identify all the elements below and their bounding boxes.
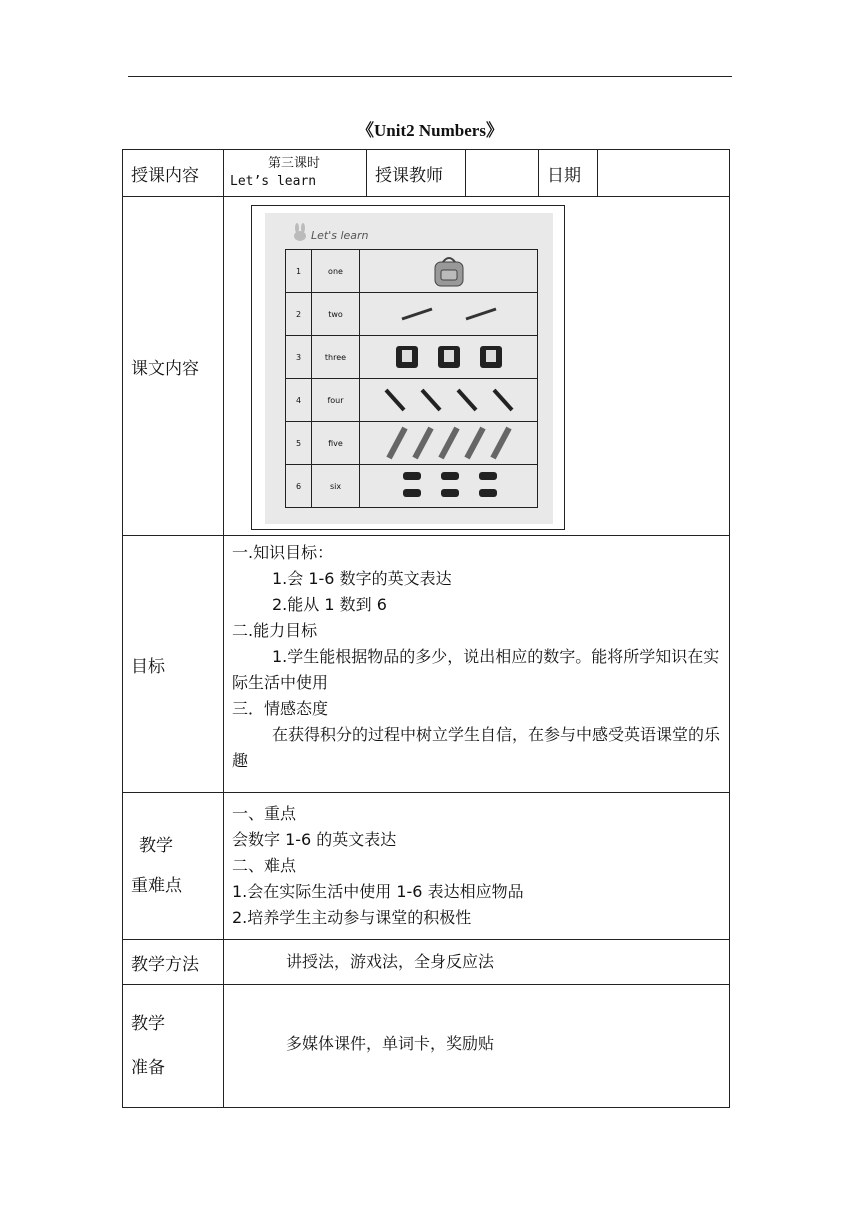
grid-row — [286, 379, 538, 422]
pen-icon — [419, 387, 443, 413]
grid-row — [286, 465, 538, 508]
eraser-icon — [389, 469, 509, 501]
notebook-icon — [436, 344, 462, 370]
row-word: six — [312, 465, 360, 508]
key-point-line: 会数字 1-6 的英文表达 — [232, 830, 397, 849]
prep-label — [123, 985, 224, 1108]
row-word: three — [312, 336, 360, 379]
goal-line: 1.学生能根据物品的多少，说出相应的数字。能将所学知识在实际生活中使用 — [232, 647, 720, 692]
pencil-icon — [400, 307, 434, 321]
row-number: 4 — [286, 379, 312, 422]
date-label: 日期 — [539, 150, 598, 197]
header-row — [123, 150, 730, 197]
lesson-line-1: 第三课时 — [268, 156, 321, 171]
ruler-icon — [411, 426, 435, 460]
row-number: 5 — [286, 422, 312, 465]
notebook-icon — [478, 344, 504, 370]
notebook-icon — [394, 344, 420, 370]
row-number: 3 — [286, 336, 312, 379]
grid-row — [286, 422, 538, 465]
goal-line: 二.能力目标 — [232, 621, 318, 640]
ruler-icon — [385, 426, 409, 460]
goal-line: 2.能从 1 数到 6 — [272, 595, 387, 614]
row-items — [360, 293, 538, 336]
lesson-cell — [224, 150, 367, 197]
methods-label: 教学方法 — [123, 940, 224, 985]
row-number: 1 — [286, 250, 312, 293]
prep-label-2: 准备 — [131, 1058, 165, 1078]
lets-learn-header: Let's learn — [311, 229, 369, 242]
teacher-value — [466, 150, 539, 197]
row-number: 2 — [286, 293, 312, 336]
pencil-icon — [464, 307, 498, 321]
key-points-label-2: 重难点 — [131, 876, 182, 896]
ruler-icon — [489, 426, 513, 460]
prep-label-1: 教学 — [131, 1014, 165, 1034]
text-content-cell — [224, 197, 730, 536]
row-items — [360, 379, 538, 422]
rabbit-icon — [290, 223, 310, 243]
grid-row — [286, 250, 538, 293]
grid-row — [286, 336, 538, 379]
lesson-plan-table — [122, 149, 730, 1108]
row-word: one — [312, 250, 360, 293]
goals-label: 目标 — [123, 536, 224, 793]
key-point-line: 二、难点 — [232, 856, 297, 875]
key-points-cell — [224, 793, 730, 940]
teacher-label: 授课教师 — [367, 150, 466, 197]
row-items — [360, 422, 538, 465]
goals-cell — [224, 536, 730, 793]
pen-icon — [383, 387, 407, 413]
row-word: four — [312, 379, 360, 422]
prep-value: 多媒体课件，单词卡，奖励贴 — [224, 985, 730, 1108]
ruler-icon — [463, 426, 487, 460]
text-content-label: 课文内容 — [123, 197, 224, 536]
textbook-image-frame — [251, 205, 565, 530]
pen-icon — [491, 387, 515, 413]
row-number: 6 — [286, 465, 312, 508]
row-items — [360, 465, 538, 508]
key-points-label-1: 教学 — [139, 836, 173, 856]
goal-line: 1.会 1-6 数字的英文表达 — [272, 569, 452, 588]
goal-line: 在获得积分的过程中树立学生自信，在参与中感受英语课堂的乐趣 — [232, 725, 721, 770]
goal-line: 一.知识目标： — [232, 543, 334, 562]
textbook-photo — [265, 213, 553, 524]
goals-row — [123, 536, 730, 793]
key-point-line: 一、重点 — [232, 804, 297, 823]
key-points-label — [123, 793, 224, 940]
key-point-line: 1.会在实际生活中使用 1-6 表达相应物品 — [232, 882, 524, 901]
content-label: 授课内容 — [123, 150, 224, 197]
pen-icon — [455, 387, 479, 413]
prep-row — [123, 985, 730, 1108]
grid-row — [286, 293, 538, 336]
row-word: two — [312, 293, 360, 336]
methods-row — [123, 940, 730, 985]
ruler-icon — [437, 426, 461, 460]
number-grid — [285, 249, 538, 508]
header-rule — [128, 76, 732, 77]
date-value — [598, 150, 730, 197]
lesson-line-2: Let’s learn — [230, 174, 317, 189]
key-points-row — [123, 793, 730, 940]
row-word: five — [312, 422, 360, 465]
goal-line: 三．情感态度 — [232, 699, 329, 718]
methods-value: 讲授法，游戏法，全身反应法 — [224, 940, 730, 985]
schoolbag-icon — [429, 254, 469, 288]
row-items — [360, 336, 538, 379]
key-point-line: 2.培养学生主动参与课堂的积极性 — [232, 908, 472, 927]
text-content-row — [123, 197, 730, 536]
document-title: 《Unit2 Numbers》 — [357, 121, 503, 140]
row-items — [360, 250, 538, 293]
